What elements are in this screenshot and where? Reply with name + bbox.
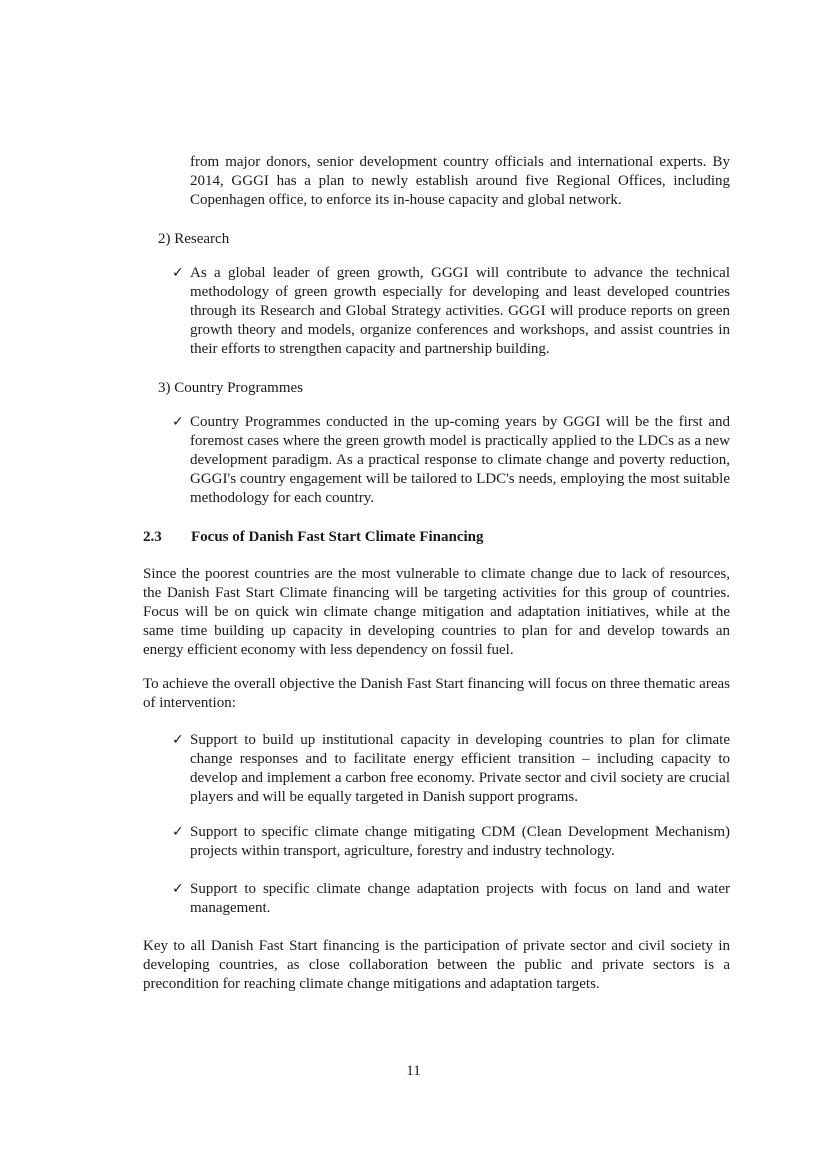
checkmark-icon: ✓ xyxy=(172,881,184,897)
paragraph-key-to-financing: Key to all Danish Fast Start financing is the participation of private sector and civil society in developing countries, as close collaboration between the public and private sectors is a precondition for reaching climate change mitigations and adaptation targets. xyxy=(143,938,730,992)
section-number: 2.3 xyxy=(143,529,162,545)
checkmark-icon: ✓ xyxy=(172,414,184,430)
area-bullet-2-text: Support to specific climate change mitigating CDM (Clean Development Mechanism) projects within transport, agriculture, forestry and industry technology. xyxy=(190,824,730,859)
research-bullet-text: As a global leader of green growth, GGGI will contribute to advance the technical methodology of green growth especially for developing and least developed countries through its Research and Global Strategy activities. GGGI will produce reports on green growth theory and models, organize conferences and workshops, and assist countries in their efforts to strengthen capacity and partnership building. xyxy=(190,265,730,357)
page-number: 11 xyxy=(406,1063,421,1079)
paragraph-poorest-countries: Since the poorest countries are the most vulnerable to climate change due to lack of resources, the Danish Fast Start Climate financing will be targeting activities for this group of countries. Focus will be on quick win climate change mitigation and adaptation initiatives, while at the same time building up capacity in developing countries to plan for and develop towards an energy efficient economy with less dependency on fossil fuel. xyxy=(143,566,730,658)
area-bullet-3-text: Support to specific climate change adaptation projects with focus on land and water management. xyxy=(190,881,730,916)
section-title: Focus of Danish Fast Start Climate Financing xyxy=(191,529,484,545)
country-programmes-label: 3) Country Programmes xyxy=(158,380,303,396)
paragraph-overall-objective: To achieve the overall objective the Danish Fast Start financing will focus on three thematic areas of intervention: xyxy=(143,676,730,711)
area-bullet-1-text: Support to build up institutional capacity in developing countries to plan for climate change responses and to facilitate energy efficient transition – including capacity to develop and implement a carbon free economy. Private sector and civil society are crucial players and will be equally targeted in Danish support programs. xyxy=(190,732,730,805)
country-programmes-bullet-text: Country Programmes conducted in the up-coming years by GGGI will be the first and foremost cases where the green growth model is practically applied to the LDCs as a new development paradigm. As a practical response to climate change and poverty reduction, GGGI's country engagement will be tailored to LDC's needs, employing the most suitable methodology for each country. xyxy=(190,414,730,506)
research-label: 2) Research xyxy=(158,231,230,247)
checkmark-icon: ✓ xyxy=(172,265,184,281)
checkmark-icon: ✓ xyxy=(172,824,184,840)
checkmark-icon: ✓ xyxy=(172,732,184,748)
continuation-paragraph: from major donors, senior development country officials and international experts. By 2014, GGGI has a plan to newly establish around five Regional Offices, including Copenhagen office, to enforce its in-house capacity and global network. xyxy=(190,154,730,208)
